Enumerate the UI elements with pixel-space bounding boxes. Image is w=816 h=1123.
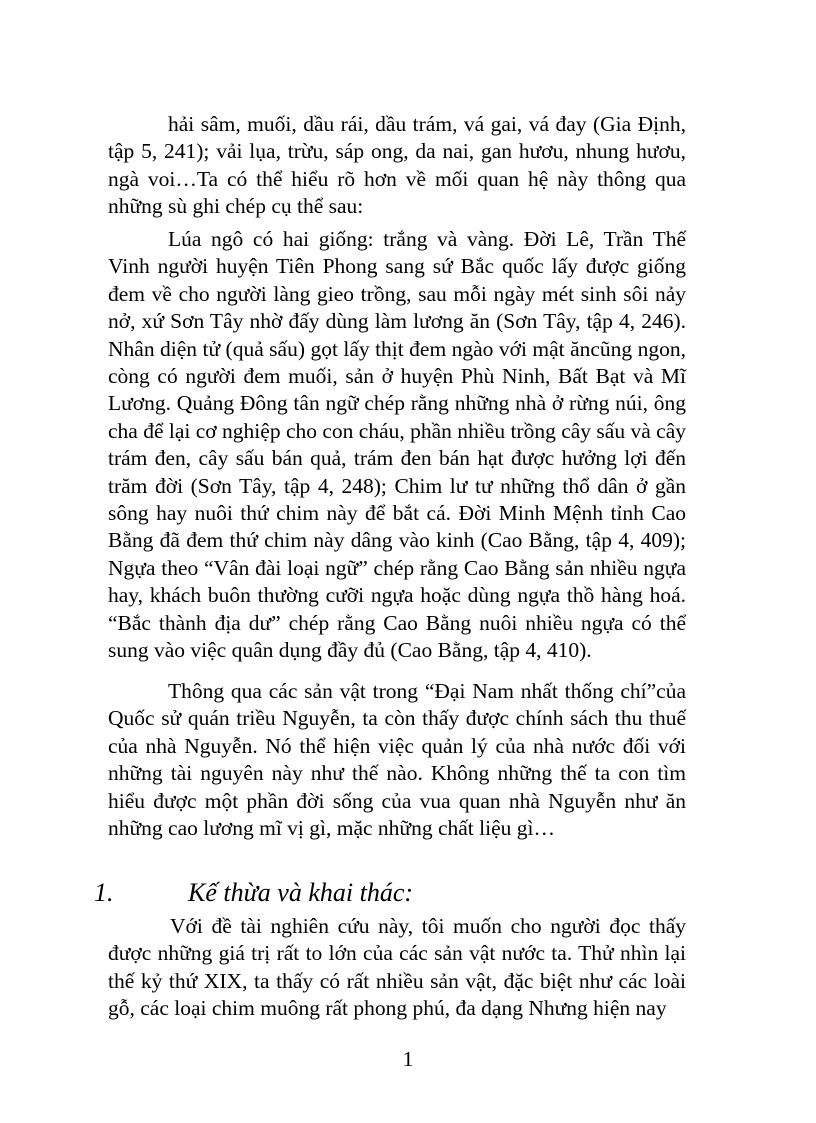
paragraph-3: Thông qua các sản vật trong “Đại Nam nhất thống chí”của Quốc sử quán triều Nguyễn, ta còn thấy được chính sách thu thuế của nhà Nguyễn. Nó thể hiện việc quản lý của nhà nước đối với những tài nguyên này như thế nào. Không những thế ta con tìm hiểu được một phần đời sống của vua quan nhà Nguyễn như ăn những cao lương mĩ vị gì, mặc những chất liệu gì… (108, 679, 686, 841)
section-heading (94, 876, 694, 910)
page-number: 1 (402, 1047, 414, 1071)
section-number: 1. (94, 878, 114, 907)
paragraph-2: Lúa ngô có hai giống: trắng và vàng. Đời Lê, Trần Thế Vinh người huyện Tiên Phong sang sứ Bắc quốc lấy được giống đem về cho người làng gieo trồng, sau mỗi ngày mét sinh sôi nảy nở, xứ Sơn Tây nhờ đấy dùng làm lương ăn (Sơn Tây, tập 4, 246). Nhân diện tử (quả sấu) gọt lấy thịt đem ngào với mật ăncũng ngon, còng có người đem muối, sản ở huyện Phù Ninh, Bất Bạt và Mĩ Lương. Quảng Đông tân ngữ chép rằng những nhà ở rừng núi, ông cha để lại cơ nghiệp cho con cháu, phần nhiều trồng cây sấu và cây trám đen, cây sấu bán quả, trám đen bán hạt được hưởng lợi đến trăm đời (Sơn Tây, tập 4, 248); Chim lư tư những thổ dân ở gần sông hay nuôi thứ chim này để bắt cá. Đời Minh Mệnh tỉnh Cao Bằng đã đem thứ chim này dâng vào kinh (Cao Bằng, tập 4, 409); Ngựa theo “Vân đài loại ngữ” chép rằng Cao Bằng sản nhiều ngựa hay, khách buôn thường cưỡi ngựa hoặc dùng ngựa thồ hàng hoá. “Bắc thành địa dư” chép rằng Cao Bằng nuôi nhiều ngựa có thể sung vào việc quân dụng đầy đủ (Cao Bằng, tập 4, 410). (108, 227, 686, 663)
paragraph-1: hải sâm, muối, dầu rái, dầu trám, vá gai, vá đay (Gia Định, tập 5, 241); vải lụa, trừu, sáp ong, da nai, gan hươu, nhung hươu, ngà voi…Ta có thể hiểu rõ hơn về mối quan hệ này thông qua những sù ghi chép cụ thể sau: (108, 112, 686, 219)
section-title: Kế thừa và khai thác: (188, 878, 414, 907)
section-paragraph: Với đề tài nghiên cứu này, tôi muốn cho người đọc thấy được những giá trị rất to lớn của các sản vật nước ta. Thử nhìn lại thế kỷ thứ XIX, ta thấy có rất nhiều sản vật, đặc biệt như các loài gỗ, các loại chim muông rất phong phú, đa dạng Nhưng hiện nay (108, 914, 686, 1021)
